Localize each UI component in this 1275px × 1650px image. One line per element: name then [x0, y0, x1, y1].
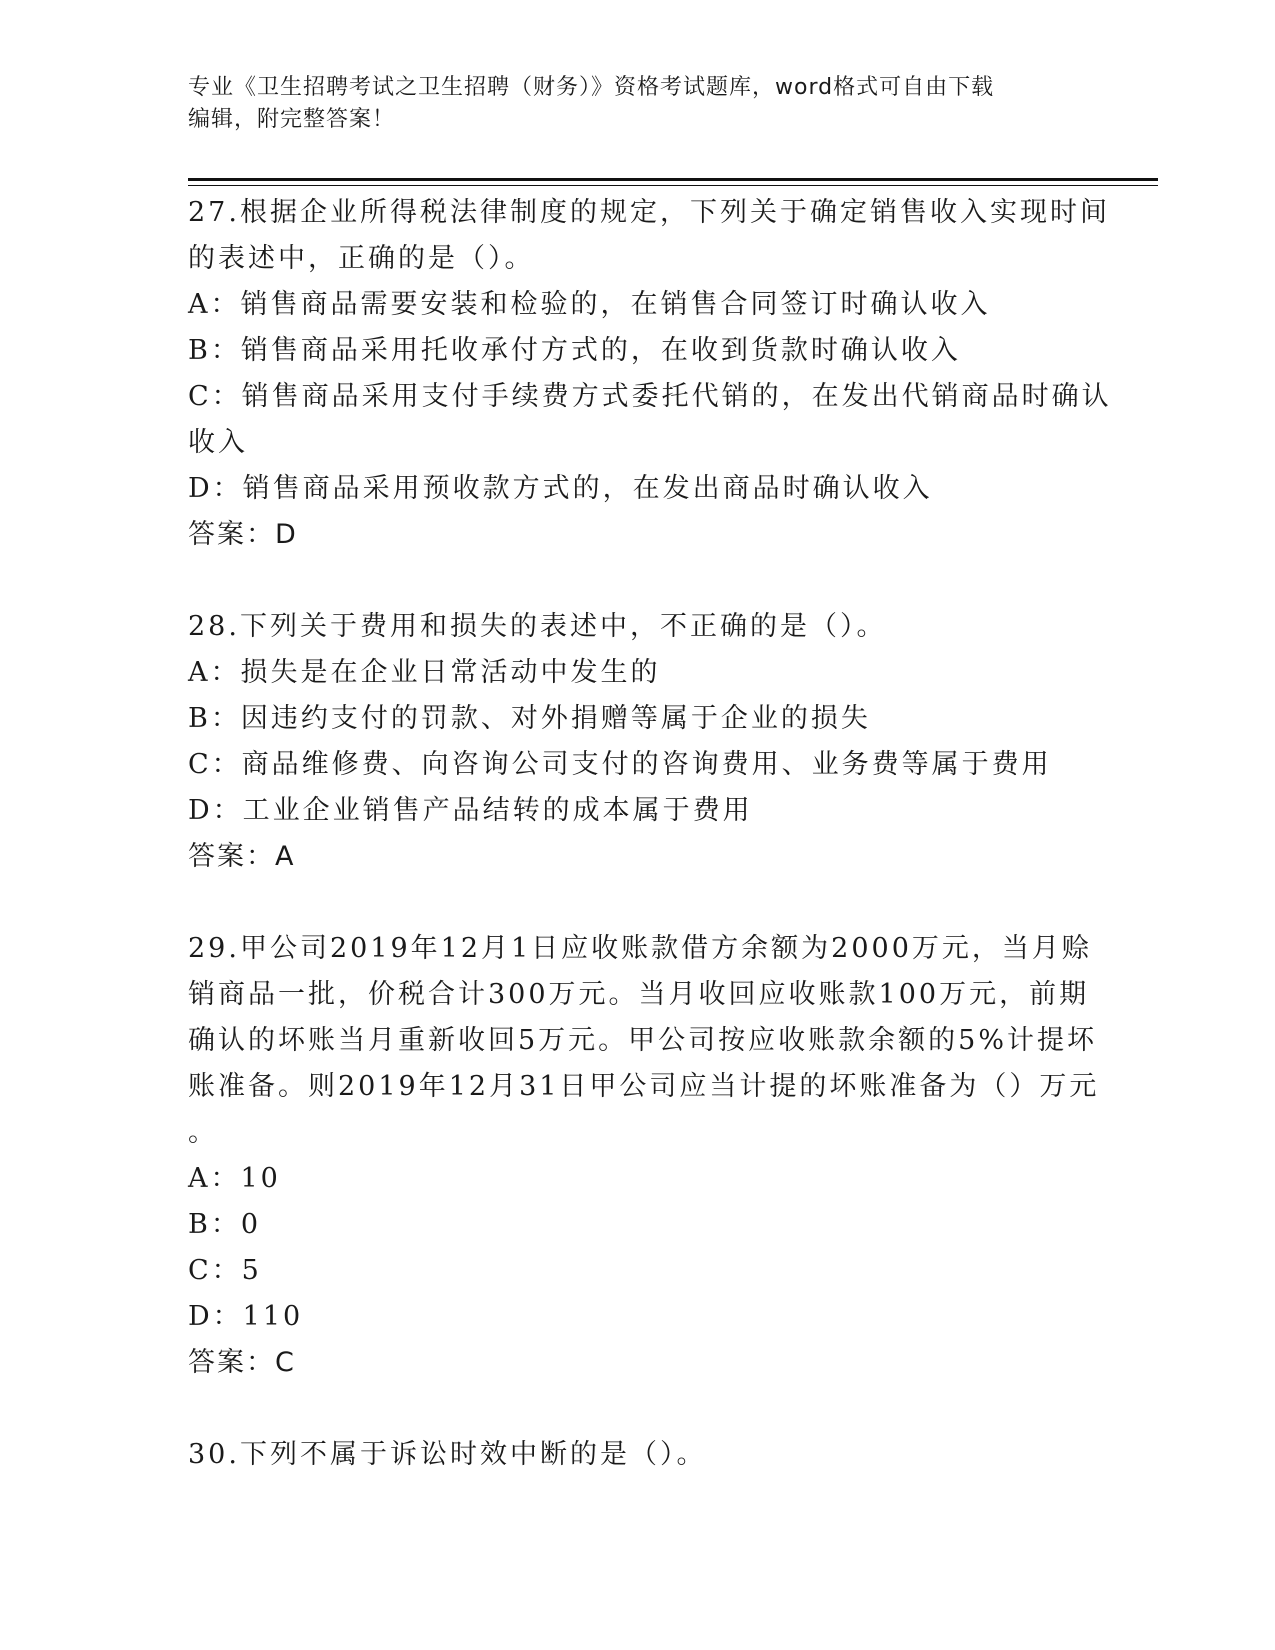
option-c: C：5 — [188, 1255, 262, 1286]
option-c: C：商品维修费、向咨询公司支付的咨询费用、业务费等属于费用 — [188, 749, 1052, 780]
option-a: A：损失是在企业日常活动中发生的 — [188, 657, 661, 688]
question-28 — [188, 604, 1088, 880]
question-stem-line: 29.甲公司2019年12月1日应收账款借方余额为2000万元，当月赊 — [188, 933, 1092, 964]
question-stem-line: 28.下列关于费用和损失的表述中，不正确的是（）。 — [188, 611, 887, 642]
option-d: D：110 — [188, 1301, 304, 1332]
document-header — [188, 72, 1088, 136]
option-c: C：销售商品采用支付手续费方式委托代销的，在发出代销商品时确认 — [188, 381, 1112, 412]
question-spacer — [188, 558, 1088, 604]
header-divider-thick — [188, 178, 1158, 181]
question-stem-line: 确认的坏账当月重新收回5万元。甲公司按应收账款余额的5%计提坏 — [188, 1025, 1098, 1056]
header-line-2: 编辑，附完整答案！ — [188, 107, 396, 132]
answer-label: 答案：C — [188, 1347, 296, 1378]
question-stem-line: 27.根据企业所得税法律制度的规定，下列关于确定销售收入实现时间 — [188, 197, 1110, 228]
option-c-continuation: 收入 — [188, 427, 248, 458]
question-29 — [188, 926, 1100, 1386]
answer-label: 答案：A — [188, 841, 296, 872]
question-list — [188, 190, 1112, 1478]
question-27 — [188, 190, 1112, 558]
question-stem-line: 销商品一批，价税合计300万元。当月收回应收账款100万元，前期 — [188, 979, 1090, 1010]
question-stem-line: 30.下列不属于诉讼时效中断的是（）。 — [188, 1439, 707, 1470]
header-divider-thin — [188, 185, 1158, 186]
option-a: A：10 — [188, 1163, 281, 1194]
question-stem-line: 账准备。则2019年12月31日甲公司应当计提的坏账准备为（）万元 — [188, 1071, 1100, 1102]
option-a: A：销售商品需要安装和检验的，在销售合同签订时确认收入 — [188, 289, 991, 320]
question-30 — [188, 1432, 1088, 1478]
option-d: D：工业企业销售产品结转的成本属于费用 — [188, 795, 753, 826]
header-line-1: 专业《卫生招聘考试之卫生招聘（财务）》资格考试题库，word格式可自由下载 — [188, 75, 995, 100]
question-spacer — [188, 1386, 1088, 1432]
question-stem-line: 的表述中，正确的是（）。 — [188, 243, 535, 274]
question-stem-line: 。 — [188, 1117, 218, 1148]
question-spacer — [188, 880, 1088, 926]
option-b: B：0 — [188, 1209, 262, 1240]
option-d: D：销售商品采用预收款方式的，在发出商品时确认收入 — [188, 473, 933, 504]
option-b: B：销售商品采用托收承付方式的，在收到货款时确认收入 — [188, 335, 961, 366]
answer-label: 答案：D — [188, 519, 298, 550]
option-b: B：因违约支付的罚款、对外捐赠等属于企业的损失 — [188, 703, 871, 734]
